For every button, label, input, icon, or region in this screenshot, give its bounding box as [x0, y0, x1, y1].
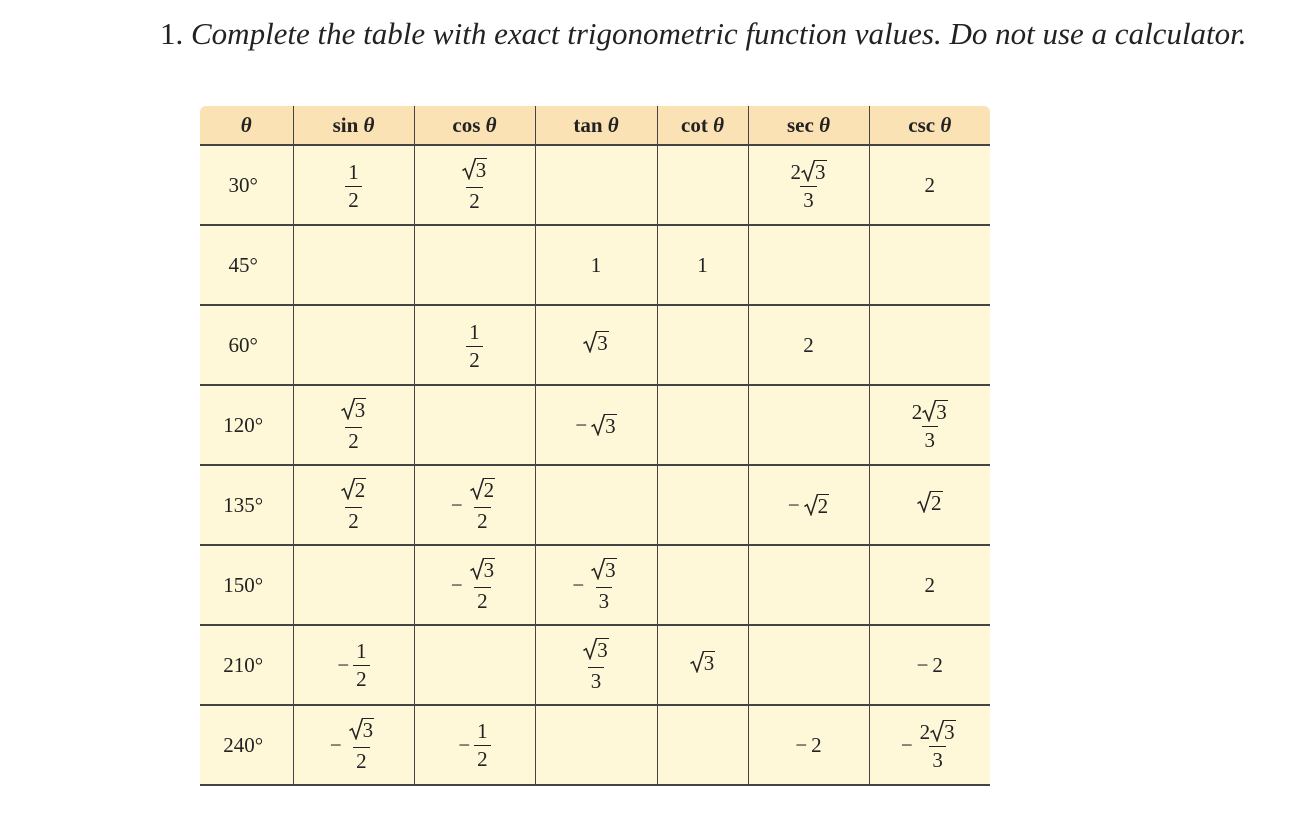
sin-cell [293, 705, 414, 785]
sin-cell [293, 385, 414, 465]
sin-cell [293, 305, 414, 385]
denominator-expr: 2 [348, 509, 359, 533]
denominator [353, 665, 370, 690]
radicand: 3 [703, 651, 715, 675]
cos-cell [414, 305, 535, 385]
sec-cell [748, 305, 869, 385]
radical-sign-icon [583, 638, 597, 660]
radicand: 3 [815, 159, 826, 184]
table-row [200, 385, 990, 465]
table-row [200, 705, 990, 785]
sin-cell [293, 465, 414, 545]
fraction [346, 718, 378, 772]
csc-cell [869, 625, 990, 705]
math-value [788, 494, 829, 517]
denominator-expr: 2 [469, 189, 480, 213]
numerator-expr [470, 478, 496, 501]
radical [804, 494, 830, 517]
minus-sign: − [787, 492, 800, 517]
numerator-expr [341, 478, 367, 501]
radical [917, 491, 943, 514]
minus-sign: − [450, 572, 463, 597]
trig-values-table [200, 106, 990, 786]
radical-sign-icon [462, 158, 476, 180]
value [583, 331, 609, 354]
denominator-expr: 3 [598, 589, 610, 613]
tan-cell [535, 545, 657, 625]
radical [930, 720, 956, 743]
numerator-expr [341, 398, 367, 421]
radicand: 3 [597, 638, 608, 662]
cos-cell [414, 545, 535, 625]
denominator-expr: 3 [932, 747, 943, 772]
radicand: 2 [354, 478, 366, 502]
sec-cell [748, 225, 869, 305]
numerator [459, 158, 491, 187]
numerator-expr [591, 558, 617, 581]
denominator [474, 587, 491, 612]
numerator-expr: 1 [348, 159, 359, 184]
table-body [200, 145, 990, 785]
angle-cell: 30° [200, 145, 293, 225]
denominator [922, 426, 939, 451]
angle-cell: 150° [200, 545, 293, 625]
math-value [924, 572, 936, 597]
fraction [338, 478, 370, 532]
numerator [338, 398, 370, 427]
denominator-expr: 2 [348, 429, 359, 453]
minus-sign: − [458, 732, 471, 757]
numerator [467, 478, 499, 507]
numerator-expr [470, 558, 496, 581]
math-value [466, 319, 483, 372]
radical [470, 558, 496, 581]
coefficient: 2 [911, 399, 923, 424]
value: 2 [932, 652, 943, 677]
radicand: 3 [362, 718, 374, 742]
sin-cell [293, 625, 414, 705]
table-row [200, 625, 990, 705]
fraction [459, 158, 491, 212]
sec-cell [748, 385, 869, 465]
cos-cell [414, 385, 535, 465]
denominator-expr: 3 [590, 669, 602, 693]
denominator-expr: 2 [477, 589, 488, 613]
csc-cell [869, 225, 990, 305]
sec-cell [748, 705, 869, 785]
radical [470, 478, 496, 501]
radical [591, 414, 617, 437]
angle-cell: 210° [200, 625, 293, 705]
denominator-expr: 2 [477, 509, 488, 533]
fraction [588, 558, 620, 612]
fraction [580, 638, 612, 692]
sin-cell [293, 145, 414, 225]
math-value [583, 331, 609, 354]
angle-cell: 120° [200, 385, 293, 465]
radical-sign-icon [591, 558, 605, 580]
cot-cell [657, 385, 748, 465]
sec-cell [748, 545, 869, 625]
table-row [200, 465, 990, 545]
minus-sign: − [572, 572, 585, 597]
minus-sign: − [900, 732, 913, 757]
header-cot: cot θ [657, 106, 748, 145]
denominator [353, 747, 370, 772]
math-value [788, 160, 830, 211]
fraction [345, 159, 362, 212]
table-row [200, 305, 990, 385]
math-value [572, 558, 619, 612]
csc-cell [869, 545, 990, 625]
denominator [588, 667, 605, 692]
radical-sign-icon [591, 414, 605, 436]
tan-cell [535, 625, 657, 705]
angle-cell: 60° [200, 305, 293, 385]
sec-cell [748, 465, 869, 545]
radical [690, 651, 716, 674]
cos-cell [414, 225, 535, 305]
csc-cell [869, 705, 990, 785]
value: 1 [590, 252, 602, 277]
csc-cell [869, 305, 990, 385]
table-row [200, 225, 990, 305]
radical-sign-icon [922, 400, 936, 422]
denominator [800, 186, 817, 211]
radicand: 2 [483, 478, 495, 502]
numerator-expr: 1 [477, 718, 488, 743]
radical [462, 158, 488, 181]
radical [341, 478, 367, 501]
radicand: 3 [475, 158, 487, 182]
csc-cell [869, 465, 990, 545]
angle-cell: 135° [200, 465, 293, 545]
numerator-expr: 1 [469, 319, 480, 344]
math-value [590, 252, 602, 277]
math-value [459, 158, 491, 212]
coefficient: 2 [790, 159, 801, 184]
math-value [330, 718, 377, 772]
value: 2 [924, 572, 935, 597]
angle-cell: 240° [200, 705, 293, 785]
numerator [338, 478, 370, 507]
value [917, 491, 943, 514]
header-sin: sin θ [293, 106, 414, 145]
radical-sign-icon [470, 478, 484, 500]
numerator [467, 558, 499, 587]
problem-statement [160, 14, 1247, 54]
radical-sign-icon [690, 651, 704, 673]
denominator-expr: 3 [803, 187, 814, 212]
cos-cell [414, 705, 535, 785]
radical-sign-icon [930, 720, 944, 742]
radical-sign-icon [470, 558, 484, 580]
radical [341, 398, 367, 421]
radical-sign-icon [917, 491, 931, 513]
radicand: 3 [483, 558, 495, 582]
header-csc: csc θ [869, 106, 990, 145]
radicand: 2 [931, 491, 942, 515]
cos-cell [414, 145, 535, 225]
problem-text: Complete the table with exact trigonometric function values. Do not use a calculator. [191, 16, 1247, 51]
fraction [909, 400, 951, 451]
fraction [466, 319, 483, 372]
radicand: 2 [817, 493, 829, 518]
csc-cell [869, 145, 990, 225]
denominator [929, 746, 946, 771]
radical-sign-icon [341, 398, 355, 420]
fraction [917, 720, 959, 771]
radical [583, 638, 609, 661]
radical [922, 400, 948, 423]
math-value [917, 491, 943, 514]
sin-cell [293, 225, 414, 305]
denominator [345, 186, 362, 211]
fraction [353, 638, 370, 691]
angle-cell: 45° [200, 225, 293, 305]
math-value [901, 720, 959, 771]
numerator [353, 638, 370, 665]
math-value [580, 638, 612, 692]
problem-number: 1. [160, 16, 184, 51]
csc-cell [869, 385, 990, 465]
denominator-expr: 2 [477, 746, 488, 771]
denominator-expr: 3 [924, 427, 935, 452]
denominator-expr: 2 [348, 187, 359, 212]
numerator [346, 718, 378, 747]
cot-cell [657, 545, 748, 625]
radicand: 3 [597, 331, 608, 355]
math-value [697, 252, 708, 277]
denominator [596, 587, 613, 612]
denominator-expr: 2 [356, 666, 367, 691]
denominator-expr: 2 [469, 347, 480, 372]
cot-cell [657, 225, 748, 305]
numerator [588, 558, 620, 587]
radicand: 3 [605, 413, 616, 438]
denominator [345, 507, 362, 532]
header-sec: sec θ [748, 106, 869, 145]
fraction [474, 718, 491, 771]
fraction [467, 558, 499, 612]
fraction [788, 160, 830, 211]
numerator-expr [583, 638, 609, 661]
header-theta: θ [200, 106, 293, 145]
radical [583, 331, 609, 354]
math-value [451, 478, 498, 532]
header-cos: cos θ [414, 106, 535, 145]
header-row [200, 106, 990, 145]
numerator-expr: 1 [356, 638, 367, 663]
denominator [466, 187, 483, 212]
minus-sign: − [795, 732, 808, 757]
table-header [200, 106, 990, 145]
minus-sign: − [450, 492, 463, 517]
value [690, 651, 716, 674]
denominator [466, 346, 483, 371]
denominator-expr: 2 [356, 749, 367, 773]
cot-cell [657, 305, 748, 385]
denominator [474, 507, 491, 532]
numerator-expr [791, 160, 827, 183]
tan-cell [535, 145, 657, 225]
radical-sign-icon [349, 718, 363, 740]
tan-cell [535, 705, 657, 785]
tan-cell [535, 385, 657, 465]
minus-sign: − [575, 412, 588, 437]
numerator-expr [912, 400, 948, 423]
numerator [474, 718, 491, 745]
sec-cell [748, 145, 869, 225]
math-value [575, 414, 616, 437]
denominator [345, 427, 362, 452]
table-row [200, 545, 990, 625]
value: 2 [803, 332, 814, 357]
minus-sign: − [329, 732, 342, 757]
value [591, 414, 617, 437]
math-value [337, 638, 369, 691]
radical [349, 718, 375, 741]
radical [801, 160, 827, 183]
cot-cell [657, 625, 748, 705]
cos-cell [414, 465, 535, 545]
value [804, 494, 830, 517]
math-value [803, 332, 814, 357]
sin-cell [293, 545, 414, 625]
numerator-expr [349, 718, 375, 741]
numerator [580, 638, 612, 667]
minus-sign: − [916, 652, 929, 677]
fraction [338, 398, 370, 452]
tan-cell [535, 225, 657, 305]
math-value [458, 718, 490, 771]
math-value [909, 400, 951, 451]
math-value [690, 651, 716, 674]
radical [591, 558, 617, 581]
numerator-expr [920, 720, 956, 743]
fraction [467, 478, 499, 532]
math-value [338, 478, 370, 532]
radical-sign-icon [801, 160, 815, 182]
numerator [788, 160, 830, 186]
numerator [345, 159, 362, 186]
sec-cell [748, 625, 869, 705]
cot-cell [657, 145, 748, 225]
radical-sign-icon [341, 478, 355, 500]
cot-cell [657, 705, 748, 785]
value: 2 [811, 732, 822, 757]
math-value [345, 159, 362, 212]
math-value [795, 732, 822, 757]
cot-cell [657, 465, 748, 545]
minus-sign: − [337, 652, 350, 677]
numerator [466, 319, 483, 346]
radicand: 3 [605, 558, 616, 582]
coefficient: 2 [919, 719, 931, 744]
math-value [451, 558, 498, 612]
cos-cell [414, 625, 535, 705]
denominator [474, 745, 491, 770]
value: 2 [924, 172, 935, 197]
radical-sign-icon [804, 494, 818, 516]
header-tan: tan θ [535, 106, 657, 145]
radicand: 3 [944, 719, 955, 744]
numerator-expr [462, 158, 488, 181]
math-value [338, 398, 370, 452]
radicand: 3 [936, 399, 947, 424]
numerator [909, 400, 951, 426]
radicand: 3 [354, 398, 366, 422]
numerator [917, 720, 959, 746]
tan-cell [535, 305, 657, 385]
value: 1 [697, 252, 708, 277]
tan-cell [535, 465, 657, 545]
table-row [200, 145, 990, 225]
math-value [916, 652, 943, 677]
radical-sign-icon [583, 331, 597, 353]
math-value [924, 172, 936, 197]
